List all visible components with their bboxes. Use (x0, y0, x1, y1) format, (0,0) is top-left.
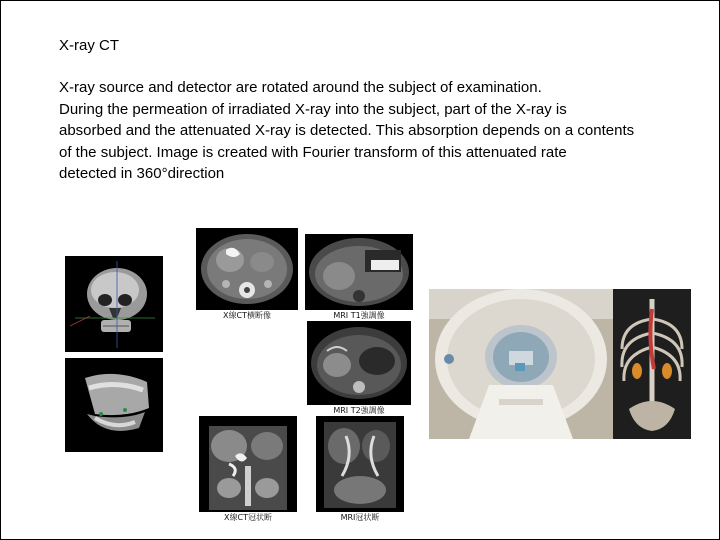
body-line: detected in 360°direction (59, 165, 225, 182)
body-line: X-ray source and detector are rotated around the subject of examination. (59, 79, 542, 96)
ribcage-3d-render-image (613, 289, 691, 439)
body-line: of the subject. Image is created with Fourier transform of this attenuated rate (59, 143, 567, 161)
mri-t1-caption: MRI T1強調像 (333, 311, 385, 320)
mri-coronal-slice-image (316, 416, 404, 512)
ct-scanner-photo (429, 289, 613, 439)
ct-coronal-slice-image (199, 416, 297, 512)
mri-t2-caption: MRI T2強調像 (333, 406, 385, 415)
ct-coronal-caption: X線CT冠状断 (224, 513, 272, 522)
jaw-3d-render-image (65, 358, 163, 452)
body-line: During the permeation of irradiated X-ray into the subject, part of the X-ray is (59, 100, 567, 118)
ct-axial-slice-image (196, 228, 298, 310)
mri-t1-slice-image (305, 234, 413, 310)
mri-coronal-caption: MRI冠状断 (340, 513, 380, 522)
skull-3d-render-image (65, 256, 163, 352)
mri-t2-slice-image (307, 321, 411, 405)
slide-body-text (59, 77, 709, 185)
ct-axial-caption: X線CT横断像 (223, 311, 271, 320)
slide-title: X-ray CT (59, 37, 119, 54)
body-line: absorbed and the attenuated X-ray is detected. This absorption depends on a contents (59, 122, 635, 139)
